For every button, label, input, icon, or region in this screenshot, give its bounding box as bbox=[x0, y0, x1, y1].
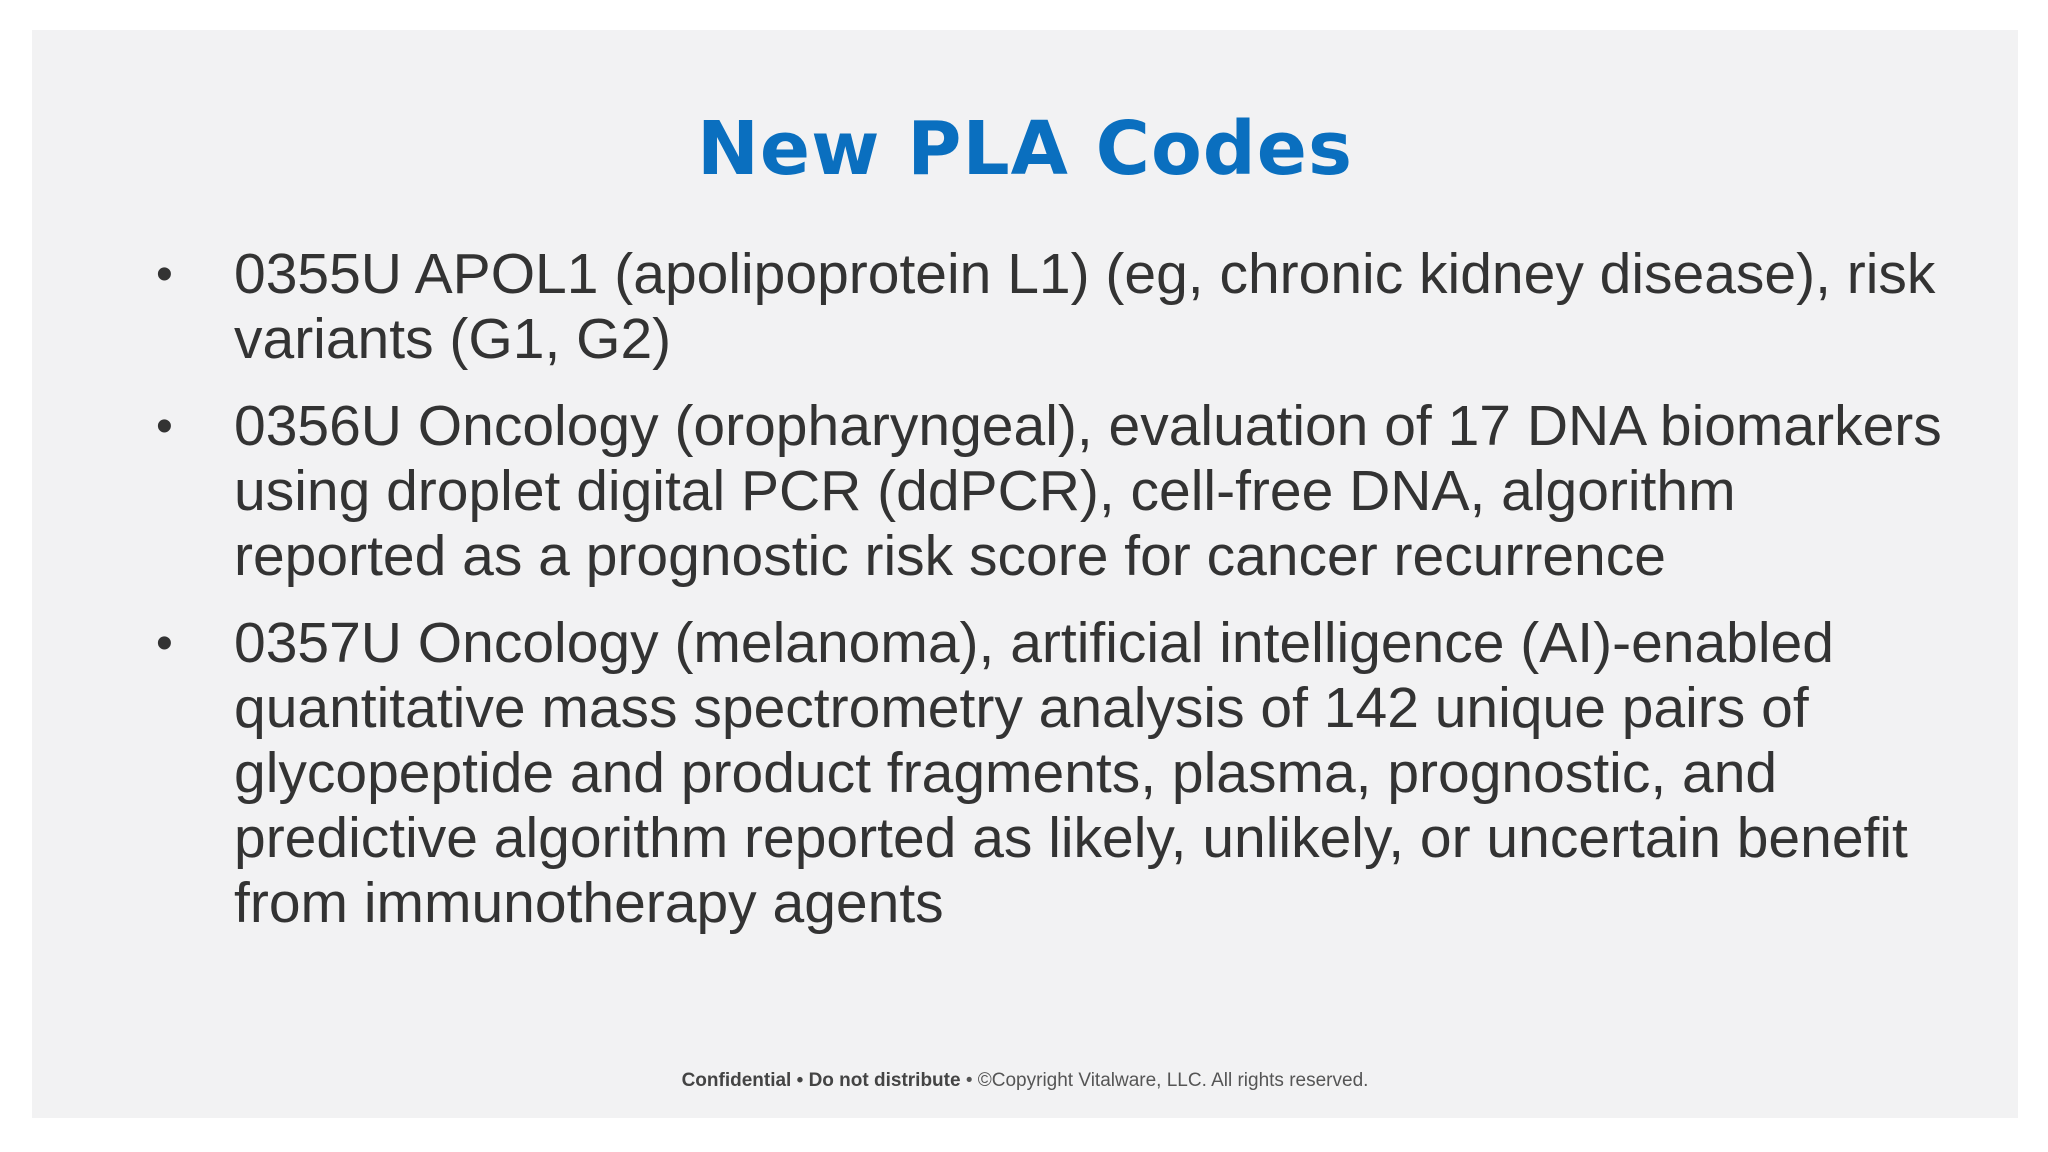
slide bbox=[32, 30, 2018, 1118]
bullet-text: 0355U APOL1 (apolipoprotein L1) (eg, chronic kidney disease), risk variants (G1, G2) bbox=[234, 242, 1936, 371]
bullet-item-0357u bbox=[32, 611, 2018, 936]
slide-title: New PLA Codes bbox=[696, 106, 1354, 192]
bullet-dot-icon: • bbox=[156, 400, 173, 453]
bullet-list bbox=[32, 242, 2018, 958]
bullet-item-0356u bbox=[32, 394, 2018, 589]
footer bbox=[32, 1070, 2018, 1092]
footer-confidential: Confidential bbox=[681, 1070, 792, 1091]
bullet-dot-icon: • bbox=[156, 617, 173, 670]
footer-do-not-distribute: Do not distribute bbox=[808, 1070, 961, 1091]
bullet-dot-icon: • bbox=[156, 248, 173, 301]
footer-separator: • bbox=[960, 1070, 978, 1091]
footer-copyright: ©Copyright Vitalware, LLC. All rights reserved. bbox=[977, 1070, 1369, 1091]
footer-separator: • bbox=[791, 1070, 809, 1091]
bullet-text: 0356U Oncology (oropharyngeal), evaluation of 17 DNA biomarkers using droplet digital PCR (ddPCR), cell-free DNA, algorithm reported as a prognostic risk score for cancer recurrence bbox=[234, 394, 1942, 588]
bullet-item-0355u bbox=[32, 242, 2018, 372]
bullet-text: 0357U Oncology (melanoma), artificial intelligence (AI)-enabled quantitative mass spectrometry analysis of 142 unique pairs of glycopeptide and product fragments, plasma, prognostic, and predictive algorithm reported as likely, unlikely, or uncertain benefit from immunotherapy agents bbox=[234, 611, 1908, 935]
